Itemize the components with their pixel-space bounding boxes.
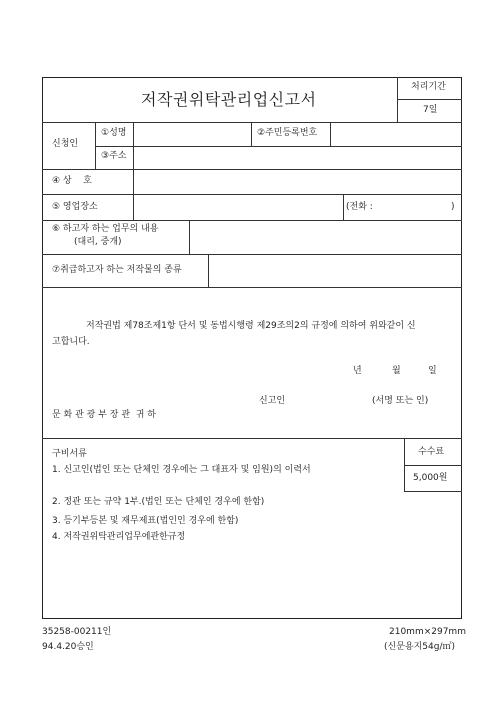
doc-item: 2. 정관 또는 규약 1부.(법인 또는 단체인 경우에 한함) [52,497,265,507]
business-content-sub: (대리, 중개) [74,237,122,247]
addressee: 문 화 관 광 부 장 관 귀 하 [52,410,156,420]
processing-period-label: 처리기간 [411,82,446,92]
paper-size: 210mm×297mm [389,627,466,637]
doc-item: 3. 등기부등본 및 재무제표(법인인 경우에 한함) [52,516,239,526]
divider [343,194,344,220]
business-content-field[interactable] [190,221,461,253]
signature-field[interactable] [290,392,368,408]
processing-period-value: 7일 [423,105,438,115]
divider [42,287,462,288]
statement-line1: 저작권법 제78조제1항 단서 및 동법시행령 제29조의2의 규정에 의하여 위와같이 신 [86,321,416,331]
date-year: 년 [353,366,362,376]
approval-date: 94.4.20승인 [42,642,94,652]
work-type-field[interactable] [209,255,461,286]
form-title: 저작권위탁관리업신고서 [141,90,317,109]
signer-sign: (서명 또는 인) [372,396,429,406]
divider [42,438,462,439]
address-label: ③주소 [101,151,127,161]
divider [404,491,462,492]
resident-no-field[interactable] [331,123,461,145]
fee-value: 5,000원 [413,473,448,483]
divider [251,122,252,146]
divider [397,77,398,122]
docs-title: 구비서류 [52,449,87,459]
signer-label: 신고인 [259,396,286,406]
date-day: 일 [428,366,437,376]
doc-item: 1. 신고인(법인 또는 단체인 경우에는 그 대표자 및 임원)의 이력서 [52,465,311,475]
phone-open: (전화 : [346,202,373,212]
divider [95,122,96,169]
phone-field[interactable] [380,195,450,219]
business-place-label: ⑤ 영업장소 [52,202,98,212]
divider [404,438,405,491]
business-place-field[interactable] [134,195,342,219]
work-type-label: ⑦취급하고자 하는 저작물의 종류 [52,265,182,275]
paper-type: (신문용지54g/㎡) [384,642,455,652]
trade-name-label: ④ 상 호 [52,176,92,186]
date-month: 월 [392,366,401,376]
resident-no-label: ②주민등록번호 [257,128,318,138]
divider [404,465,462,466]
name-label: ①성명 [101,128,127,138]
doc-item: 4. 저작권위탁관리업무에관한규정 [52,532,186,542]
address-field[interactable] [134,147,461,168]
statement-line2: 고합니다. [52,337,90,347]
fee-label: 수수료 [418,447,445,457]
trade-name-field[interactable] [134,170,461,193]
business-content-label: ⑥ 하고자 하는 업무의 내용 [52,224,159,234]
divider [397,99,462,100]
form-number: 35258-00211인 [42,627,112,637]
name-field[interactable] [134,123,250,145]
applicant-label: 신청인 [52,139,79,149]
phone-close: ) [451,202,455,212]
